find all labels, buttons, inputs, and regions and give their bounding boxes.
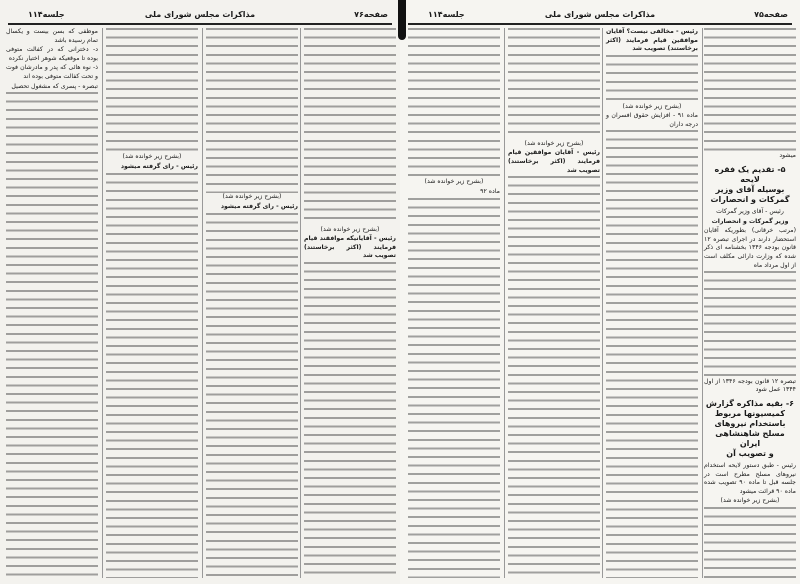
header-rule	[8, 23, 392, 25]
text-block	[304, 262, 396, 578]
paragraph: رئیس - طبق دستور لایحه استخدام نیروهای مسلح مطرح است در جلسه قبل تا ماده ۹۰ تصویب شده ماده ۹۰ قرائت میشود	[704, 461, 796, 495]
text-column-4	[408, 28, 500, 578]
heading-line: مسلح شاهنشاهی ایران	[715, 428, 785, 448]
paragraph: (بشرح زیر خوانده شد)	[524, 139, 584, 147]
paragraph: (بشرح زیر خوانده شد)	[622, 102, 682, 110]
paragraph: (بشرح زیر خوانده شد)	[222, 193, 282, 201]
page-title: مذاکرات مجلس شورای ملی	[144, 10, 256, 19]
page-title: مذاکرات مجلس شورای ملی	[544, 10, 656, 19]
column-divider	[202, 28, 203, 578]
paragraph: (بشرح زیر خوانده شد)	[424, 178, 484, 186]
paragraph: موظفی که بسن بیست و یکسال تمام رسیده باشد	[6, 28, 98, 44]
text-block	[704, 507, 796, 578]
page-number: صفحه۷۵	[754, 10, 788, 19]
text-block	[704, 271, 796, 378]
page-number: صفحه۷۶	[354, 10, 388, 19]
paragraph: رئیس - رای گرفته میشود	[220, 203, 298, 210]
text-block	[704, 28, 796, 152]
text-column-2	[606, 28, 698, 578]
session-number: جلسه۱۱۴	[428, 10, 465, 19]
text-column-1	[704, 28, 796, 578]
paragraph: رئیس - آقایانیکه موافقند قیام فرمایند (اکثر برخاستند) تصویب شد	[304, 235, 396, 260]
heading-line: کمیسیونها مربوط	[714, 408, 786, 418]
text-block	[408, 198, 500, 578]
column-divider	[602, 28, 603, 578]
text-block	[606, 130, 698, 578]
text-block	[106, 173, 198, 578]
paragraph: رئیس - آقایان موافقین قیام فرمایند (اکثر برخاستند) تصویب شد	[508, 149, 600, 174]
text-block	[206, 28, 298, 193]
column-divider	[702, 28, 703, 578]
text-block	[106, 28, 198, 153]
paragraph: رئیس - مخالفی نیست؟ آقایان موافقین قیام فرمایند (اکثر برخاستند) تصویب شد	[606, 28, 698, 53]
header-rule	[408, 23, 792, 25]
paragraph: ماده ۹۱ - افزایش حقوق افسران و درجه داران	[606, 112, 698, 128]
paragraph: (بشرح زیر خوانده شد)	[320, 225, 380, 233]
text-block	[206, 213, 298, 578]
column-divider	[504, 28, 505, 578]
paragraph: رئیس - رای گرفته میشود	[120, 163, 198, 170]
paragraph: (بشرح زیر خوانده شد)	[720, 497, 780, 505]
text-column-2	[106, 28, 198, 578]
text-block	[408, 28, 500, 178]
text-column-3	[508, 28, 600, 578]
heading-line: گمرکات و انحصارات	[710, 194, 790, 204]
heading-line: ۶- بقیه مذاکره گزارش	[705, 398, 795, 408]
paragraph: (مرتب خرقانی) بطوریکه آقایان استحضار دارند در اجرای تبصره ۱۲ قانون بودجه ۱۳۴۶ بخشنامه ای ذکر شده که وزارت دارائی مکلف است از اول مرداد ماه	[704, 227, 796, 269]
text-column-3	[206, 28, 298, 578]
page-header	[8, 10, 392, 22]
ink-blot	[398, 0, 406, 40]
heading-line: بوسیله آقای وزیر	[715, 184, 785, 194]
paragraph: تبصره ۱۲ قانون بودجه ۱۳۴۶ از اول ۱۳۴۴ عمل شود	[704, 377, 796, 394]
column-divider	[102, 28, 103, 578]
section-heading	[704, 165, 796, 205]
paragraph: ذ- نوه هائی که پدر و مادرشان فوت و تحت کفالت متوفی بوده اند	[6, 64, 98, 80]
text-block	[508, 28, 600, 140]
text-block	[6, 92, 98, 578]
session-number: جلسه۱۱۴	[28, 10, 65, 19]
paragraph: تبصره - پسری که مشغول تحصیل	[11, 82, 98, 90]
text-block	[304, 28, 396, 226]
heading-line: ۵- تقدیم یک فقره لایحه	[714, 164, 786, 184]
paragraph: ماده ۹۲	[480, 188, 500, 195]
text-block	[606, 55, 698, 103]
paragraph: میشود	[779, 152, 796, 160]
paragraph: رئیس - آقای وزیر گمرکات	[716, 207, 784, 215]
column-divider	[300, 28, 301, 578]
page-header	[408, 10, 792, 22]
text-block	[508, 176, 600, 578]
text-column-4	[304, 28, 396, 578]
section-heading	[704, 399, 796, 459]
text-column-1	[6, 28, 98, 578]
paragraph: د- دخترانی که در کفالت متوفی بوده تا موقعیکه شوهر اختیار نکرده	[6, 46, 98, 62]
paragraph: (بشرح زیر خوانده شد)	[122, 153, 182, 161]
paragraph: وزیر گمرکات و انحصارات	[711, 217, 789, 225]
heading-line: باستخدام نیروهای	[714, 418, 786, 428]
heading-line: و تصویب آن	[726, 448, 774, 458]
right-page	[400, 0, 800, 584]
